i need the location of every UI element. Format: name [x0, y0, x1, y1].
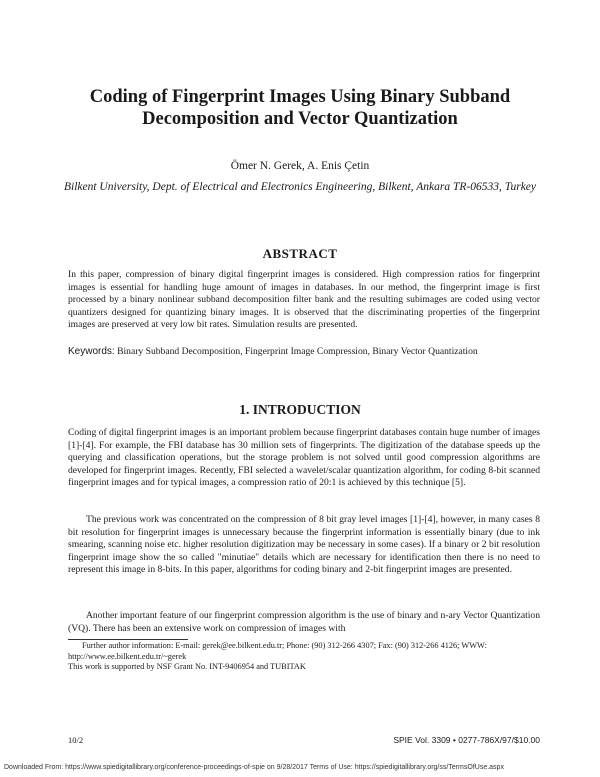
footnote-funding: This work is supported by NSF Grant No. INT-9406954 and TUBITAK	[68, 662, 306, 671]
intro-heading: 1. INTRODUCTION	[239, 402, 361, 417]
intro-paragraph: Coding of digital fingerprint images is an important problem because fingerprint databases contain huge number of images [1]-[4]. For example, the FBI database has 30 million sets of fingerprints. The digitization of the database speeds up the querying and classification operations, but the storage problem is not solved until good compression algorithms are developed for fingerprint images. Recently, FBI selected a wavelet/scalar quantization algorithm, for coding 8-bit scanned fingerprint images and for typical images, a compression ratio of 20:1 is achieved by this technique [5].	[68, 427, 540, 489]
keywords-list: Binary Subband Decomposition, Fingerprint Image Compression, Binary Vector Quantization	[117, 346, 478, 357]
journal-reference: SPIE Vol. 3309 • 0277-786X/97/$10.00	[393, 735, 540, 745]
abstract-text: In this paper, compression of binary digital fingerprint images is considered. High compression ratios for fingerprint images is essential for handling huge amount of images in databases. In our method, the fingerprint image is first processed by a binary nonlinear subband decomposition filter bank and the resulting subimages are coded using vector quantizers designed for quantizing binary images. It is observed that the discriminating properties of the fingerprint images are preserved at very low bit rates. Simulation results are presented.	[68, 269, 540, 331]
keywords-label: Keywords:	[68, 346, 115, 357]
page-number: 10/2	[68, 735, 84, 745]
paper-authors: Ömer N. Gerek, A. Enis Çetin	[230, 160, 370, 172]
paper-affiliation: Bilkent University, Dept. of Electrical and Electronics Engineering, Bilkent, Ankara TR-06533, Turkey	[63, 181, 537, 193]
download-notice: Downloaded From: https://www.spiedigitallibrary.org/conference-proceedings-of-spie on 9/28/2017 Terms of Use: https://spiedigitallibrary.org/ss/TermsOfUse.aspx	[4, 764, 504, 771]
footnote-rule	[68, 639, 188, 640]
intro-paragraph: The previous work was concentrated on the compression of 8 bit gray level images [1]-[4], however, in many cases 8 bit resolution for fingerprint images is unnecessary because the fingerprint information is essentially binary (due to ink smearing, scanning noise etc. higher resolution digitization may be necessary in some cases). If a binary or 2 bit resolution fingerprint image show the so called "minutiae" details which are necessary for identification then there is no need to represent this image in 8-bits. In this paper, algorithms for coding binary and 2-bit fingerprint images are presented.	[68, 514, 540, 576]
abstract-heading: ABSTRACT	[262, 246, 338, 261]
footnote-author-info: Further author information: E-mail: gerek@ee.bilkent.edu.tr; Phone: (90) 312-266 4307; Fax: (90) 312-266 4126; WWW: http://www.ee.bilkent.edu.tr/~gerek	[68, 641, 487, 661]
keywords	[68, 346, 540, 359]
paper-title: Coding of Fingerprint Images Using Binary Subband Decomposition and Vector Quantization	[89, 87, 511, 129]
intro-paragraph: Another important feature of our fingerprint compression algorithm is the use of binary and n-ary Vector Quantization (VQ). There has been an extensive work on compression of images with	[68, 610, 540, 634]
